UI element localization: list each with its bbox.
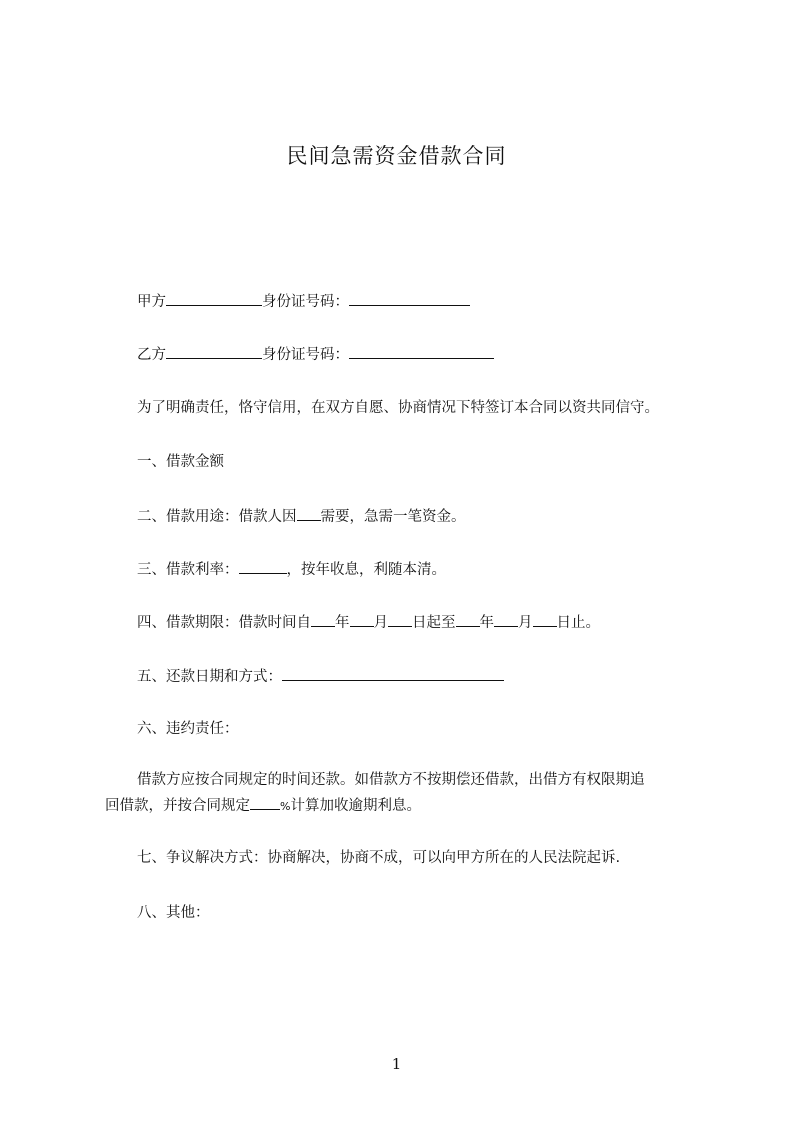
overdue-rate-blank	[250, 795, 280, 810]
end-day-label: 日止。	[556, 615, 600, 631]
party-a-line	[137, 291, 470, 312]
section-5-repayment	[137, 666, 504, 687]
party-a-id-blank	[349, 291, 470, 306]
purpose-blank	[297, 506, 321, 521]
section-2-prefix: 二、借款用途：借款人因	[137, 509, 297, 525]
start-day-label: 日起至	[412, 615, 456, 631]
section-5-label: 五、还款日期和方式：	[137, 669, 282, 685]
party-b-line	[137, 344, 494, 365]
document-title: 民间急需资金借款合同	[286, 144, 507, 168]
start-month-blank	[350, 612, 374, 627]
end-year-label: 年	[479, 615, 494, 631]
section-7-dispute: 七、争议解决方式：协商解决，协商不成，可以向甲方所在的人民法院起诉.	[137, 850, 621, 866]
start-month-label: 月	[373, 615, 388, 631]
rate-blank	[239, 559, 287, 574]
section-6-liability: 六、违约责任：	[137, 721, 239, 737]
section-3-interest-rate	[137, 559, 446, 580]
party-a-label: 甲方	[137, 294, 166, 310]
end-month-label: 月	[518, 615, 533, 631]
party-b-id-blank	[349, 344, 494, 359]
section-6-line-2-suffix: 计算加收逾期利息。	[290, 798, 421, 814]
party-a-id-label: 身份证号码：	[262, 294, 349, 310]
section-4-prefix: 四、借款期限：借款时间自	[137, 615, 311, 631]
party-a-name-blank	[166, 291, 262, 306]
section-6-body-line-1: 借款方应按合同规定的时间还款。如借款方不按期偿还借款，出借方有权限期追	[137, 772, 645, 788]
section-6-body-line-2	[105, 793, 705, 820]
percent-sign: %	[280, 800, 291, 813]
start-day-blank	[388, 612, 412, 627]
end-month-blank	[494, 612, 518, 627]
party-b-name-blank	[166, 344, 262, 359]
end-day-blank	[533, 612, 557, 627]
section-6-line-2-prefix: 回借款，并按合同规定	[105, 798, 250, 814]
end-year-blank	[456, 612, 480, 627]
section-1-loan-amount: 一、借款金额	[137, 454, 224, 470]
party-b-label: 乙方	[137, 347, 166, 363]
section-2-loan-purpose	[137, 506, 466, 527]
section-6-body	[105, 767, 705, 820]
start-year-label: 年	[335, 615, 350, 631]
section-8-other: 八、其他：	[137, 905, 210, 921]
section-3-prefix: 三、借款利率：	[137, 562, 239, 578]
party-b-id-label: 身份证号码：	[262, 347, 349, 363]
start-year-blank	[311, 612, 335, 627]
section-4-loan-term	[137, 612, 600, 633]
section-3-suffix: ，按年收息，利随本清。	[286, 562, 446, 578]
repayment-blank	[282, 666, 504, 681]
section-2-suffix: 需要，急需一笔资金。	[320, 509, 466, 525]
page-number: 1	[391, 1055, 402, 1073]
preamble: 为了明确责任，恪守信用，在双方自愿、协商情况下特签订本合同以资共同信守。	[137, 400, 659, 416]
